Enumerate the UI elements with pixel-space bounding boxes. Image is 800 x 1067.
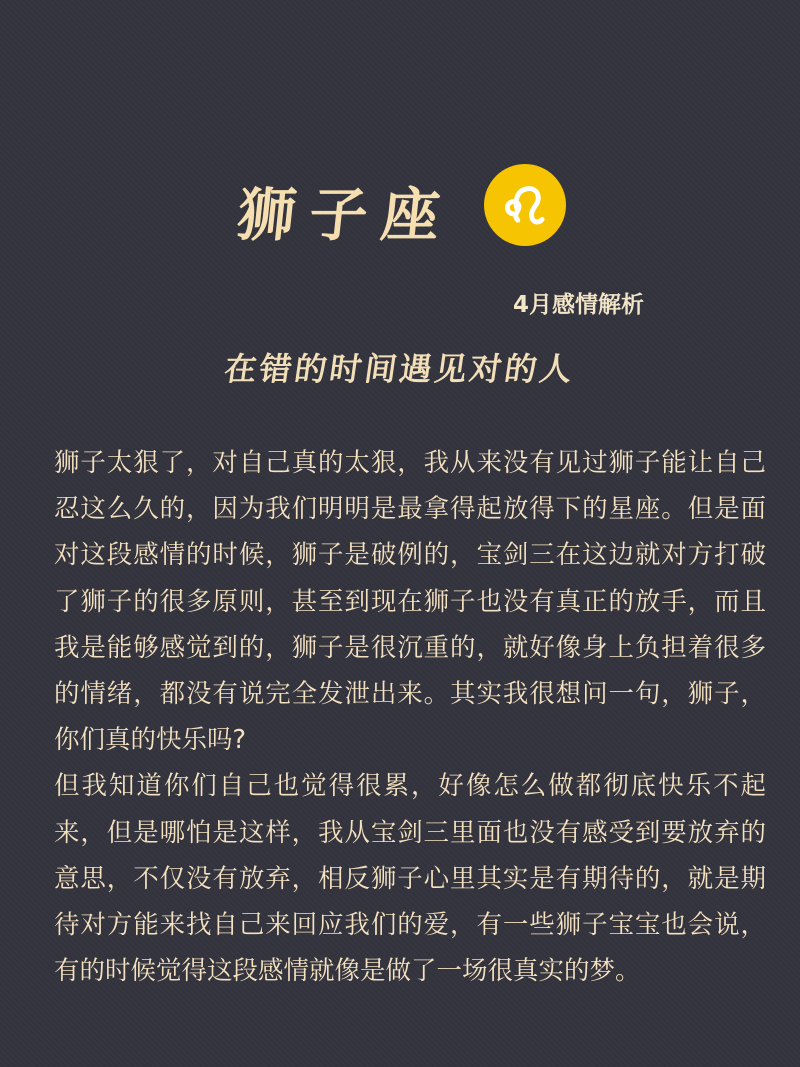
leo-symbol-icon bbox=[484, 164, 566, 246]
paragraph: 但我知道你们自己也觉得很累，好像怎么做都彻底快乐不起来，但是哪怕是这样，我从宝剑三里面也没有感受到要放弃的意思，不仅没有放弃，相反狮子心里其实是有期待的，就是期待对方能来找自己来回应我们的爱，有一些狮子宝宝也会说，有的时候觉得这段感情就像是做了一场很真实的梦。 bbox=[54, 771, 766, 987]
subtitle: 4月感情解析 bbox=[513, 292, 645, 318]
page-title: 狮子座 bbox=[233, 181, 458, 249]
title-row bbox=[0, 162, 800, 262]
tagline: 在错的时间遇见对的人 bbox=[222, 350, 578, 388]
leo-glyph bbox=[498, 178, 552, 232]
article-body bbox=[54, 440, 766, 994]
paragraph: 狮子太狠了，对自己真的太狠，我从来没有见过狮子能让自己忍这么久的，因为我们明明是最拿得起放得下的星座。但是面对这段感情的时候，狮子是破例的，宝剑三在这边就对方打破了狮子的很多原则，甚至到现在狮子也没有真正的放手，而且我是能够感觉到的，狮子是很沉重的，就好像身上负担着很多的情绪，都没有说完全发泄出来。其实我很想问一句，狮子，你们真的快乐吗? bbox=[54, 448, 766, 756]
